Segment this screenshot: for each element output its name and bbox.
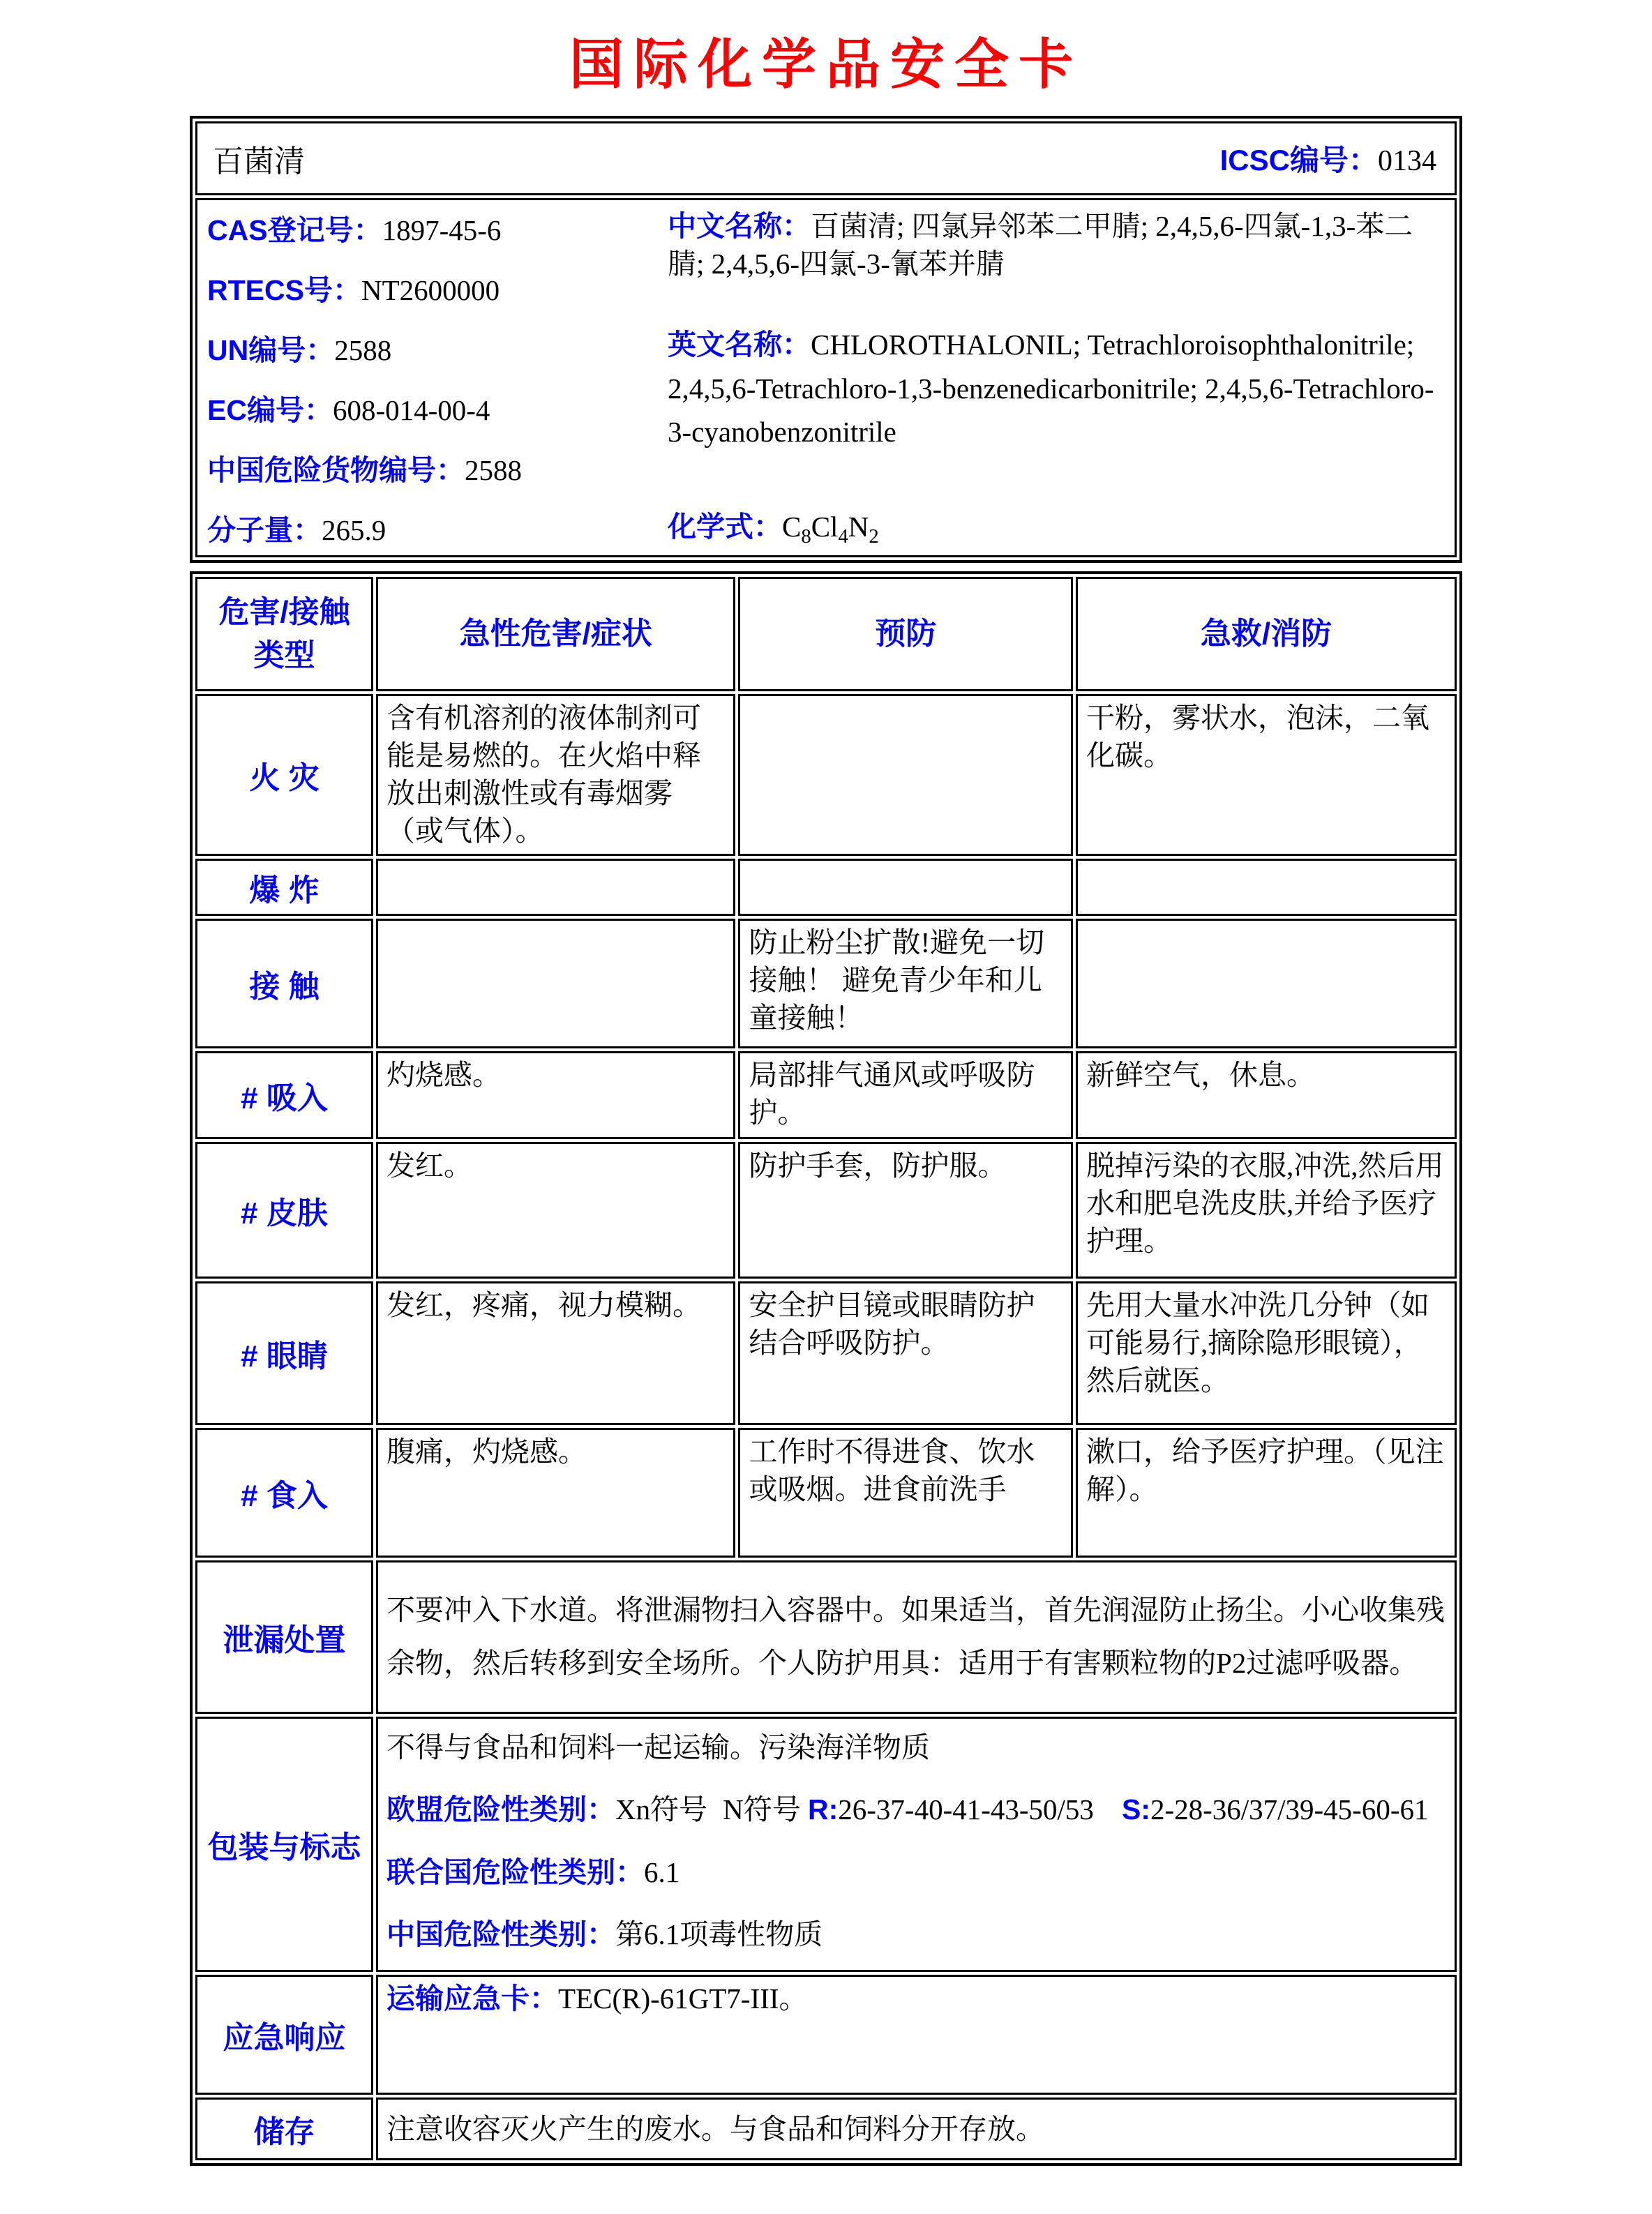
skin-symptom-cell: 发红。 — [376, 1142, 735, 1279]
row-label-fire: 火 灾 — [195, 694, 373, 856]
column-header-first-aid: 急救/消防 — [1076, 577, 1457, 691]
fire-first-aid-cell: 干粉，雾状水，泡沫，二氧化碳。 — [1076, 694, 1457, 856]
inhalation-symptom-cell: 灼烧感。 — [376, 1051, 735, 1139]
eu-symbol-xn: Xn符号 — [615, 1793, 708, 1826]
china-dg-number-value: 2588 — [465, 454, 522, 486]
china-dg-number-row — [207, 447, 668, 488]
un-class-label: 联合国危险性类别： — [386, 1855, 645, 1888]
substance-header-cell — [195, 121, 1457, 195]
chemical-formula-value: $C_8Cl_4N_2$ — [782, 510, 879, 548]
skin-first-aid-cell: 脱掉污染的衣服,冲洗,然后用水和肥皂洗皮肤,并给予医疗护理。 — [1076, 1142, 1457, 1279]
china-dg-number-label: 中国危险货物编号： — [207, 454, 465, 486]
r-phrases-label: R: — [808, 1793, 839, 1826]
table-row-emergency-response — [195, 1975, 1457, 2095]
row-label-inhalation: # 吸入 — [195, 1051, 373, 1139]
r-phrases-value: 26-37-40-41-43-50/53 — [838, 1793, 1094, 1826]
packaging-transport-note: 不得与食品和饲料一起运输。污染海洋物质 — [386, 1731, 931, 1763]
eyes-first-aid-cell: 先用大量水冲洗几分钟（如可能易行,摘除隐形眼镜），然后就医。 — [1076, 1281, 1457, 1425]
english-name-value: CHLOROTHALONIL; Tetrachloroisophthalonitrile; 2,4,5,6-Tetrachloro-1,3-benzenedicarbonitrile; 2,4,5,6-Tetrachloro-3-cyanobenzonitrile — [668, 329, 1434, 448]
identification-card — [190, 116, 1462, 563]
molecular-weight-label: 分子量： — [207, 514, 322, 546]
exposure-prevention-cell: 防止粉尘扩散!避免一切接触！ 避免青少年和儿童接触！ — [738, 919, 1073, 1048]
table-row-exposure — [195, 919, 1457, 1048]
molecular-weight-value: 265.9 — [322, 514, 386, 546]
un-number-row — [207, 327, 668, 368]
table-row-ingestion — [195, 1428, 1457, 1558]
explosion-prevention-cell — [738, 859, 1073, 916]
ec-number-row — [207, 387, 668, 428]
un-number-label: UN编号： — [207, 334, 335, 366]
substance-name: 百菌清 — [213, 144, 305, 179]
names-column — [668, 207, 1445, 548]
ec-number-value: 608-014-00-4 — [332, 394, 490, 426]
icsc-number-label: ICSC编号： — [1219, 144, 1378, 176]
table-row-fire — [195, 694, 1457, 856]
row-label-exposure: 接 触 — [195, 919, 373, 1048]
identifiers-cell — [195, 198, 1457, 557]
eyes-prevention-cell: 安全护目镜或眼睛防护结合呼吸防护。 — [738, 1281, 1073, 1425]
packaging-text-cell — [376, 1717, 1457, 1972]
row-label-explosion: 爆 炸 — [195, 859, 373, 916]
ec-number-label: EC编号： — [207, 394, 333, 426]
column-header-prevention: 预防 — [738, 577, 1073, 691]
chinese-name-value: 百菌清; 四氯异邻苯二甲腈; 2,4,5,6-四氯-1,3-苯二腈; 2,4,5,6-四氯-3-氰苯并腈 — [668, 210, 1413, 280]
table-row-eyes — [195, 1281, 1457, 1425]
chinese-name-label: 中文名称： — [668, 210, 811, 242]
fire-symptom-cell: 含有机溶剂的液体制剂可能是易燃的。在火焰中释放出刺激性或有毒烟雾（或气体）。 — [376, 694, 735, 856]
exposure-symptom-cell — [376, 919, 735, 1048]
eyes-symptom-cell: 发红，疼痛，视力模糊。 — [376, 1281, 735, 1425]
column-header-hazard-type: 危害/接触类型 — [195, 577, 373, 691]
icsc-number-group — [1220, 137, 1446, 179]
explosion-symptom-cell — [376, 859, 735, 916]
row-label-emergency-response: 应急响应 — [195, 1975, 373, 2095]
icsc-number-value: 0134 — [1378, 145, 1436, 177]
row-label-spillage: 泄漏处置 — [195, 1560, 373, 1714]
table-row-spillage — [195, 1560, 1457, 1714]
table-row-packaging — [195, 1717, 1457, 1972]
rtecs-number-row — [207, 267, 668, 308]
row-label-ingestion: # 食入 — [195, 1428, 373, 1558]
ingestion-symptom-cell: 腹痛，灼烧感。 — [376, 1428, 735, 1558]
emergency-response-cell — [376, 1975, 1457, 2095]
row-label-packaging: 包装与标志 — [195, 1717, 373, 1972]
ingestion-prevention-cell: 工作时不得进食、饮水或吸烟。进食前洗手 — [738, 1428, 1073, 1558]
explosion-first-aid-cell — [1076, 859, 1457, 916]
storage-text-cell: 注意收容灭火产生的废水。与食品和饲料分开存放。 — [376, 2098, 1457, 2160]
row-label-storage: 储存 — [195, 2098, 373, 2160]
china-class-value: 第6.1项毒性物质 — [615, 1918, 823, 1951]
cas-number-label: CAS登记号： — [207, 214, 382, 246]
skin-prevention-cell: 防护手套，防护服。 — [738, 1142, 1073, 1279]
row-label-eyes: # 眼睛 — [195, 1281, 373, 1425]
china-class-label: 中国危险性类别： — [386, 1918, 616, 1951]
inhalation-prevention-cell: 局部排气通风或呼吸防护。 — [738, 1051, 1073, 1139]
cas-number-value: 1897-45-6 — [382, 214, 502, 246]
spillage-text-cell: 不要冲入下水道。将泄漏物扫入容器中。如果适当，首先润湿防止扬尘。小心收集残余物，然后转移到安全场所。个人防护用具：适用于有害颗粒物的P2过滤呼吸器。 — [376, 1560, 1457, 1714]
transport-emergency-card-label: 运输应急卡： — [386, 1982, 559, 2015]
english-name-label: 英文名称： — [668, 329, 811, 361]
packaging-eu-classification — [386, 1789, 1446, 1830]
un-class-value: 6.1 — [644, 1855, 680, 1888]
s-phrases-value: 2-28-36/37/39-45-60-61 — [1150, 1793, 1429, 1826]
row-label-skin: # 皮肤 — [195, 1142, 373, 1279]
table-row-explosion — [195, 859, 1457, 916]
rtecs-number-value: NT2600000 — [361, 274, 500, 306]
table-row-storage — [195, 2098, 1457, 2160]
page-title: 国际化学品安全卡 — [569, 33, 1083, 95]
chemical-formula-paragraph — [668, 504, 1445, 548]
chemical-formula-label: 化学式： — [668, 510, 782, 543]
column-header-symptoms: 急性危害/症状 — [376, 577, 735, 691]
eu-symbol-n: N符号 — [723, 1793, 801, 1826]
rtecs-number-label: RTECS号： — [207, 274, 361, 306]
exposure-first-aid-cell — [1076, 919, 1457, 1048]
packaging-china-classification — [386, 1914, 1446, 1955]
english-name-paragraph — [668, 323, 1445, 453]
s-phrases-label: S: — [1121, 1793, 1150, 1826]
eu-class-label: 欧盟危险性类别： — [386, 1793, 616, 1826]
un-number-value: 2588 — [334, 334, 392, 366]
inhalation-first-aid-cell: 新鲜空气，休息。 — [1076, 1051, 1457, 1139]
cas-number-row — [207, 207, 668, 248]
table-row-inhalation — [195, 1051, 1457, 1139]
fire-prevention-cell — [738, 694, 1073, 856]
molecular-weight-row — [207, 507, 668, 548]
table-row-skin — [195, 1142, 1457, 1279]
transport-emergency-card-value: TEC(R)-61GT7-III。 — [558, 1982, 808, 2015]
hazard-table — [190, 571, 1462, 2166]
ingestion-first-aid-cell: 漱口，给予医疗护理。（见注解）。 — [1076, 1428, 1457, 1558]
hazard-header-row — [195, 577, 1457, 691]
packaging-un-classification — [386, 1852, 1446, 1893]
chinese-name-paragraph — [668, 207, 1445, 283]
registry-numbers-column — [207, 207, 668, 548]
